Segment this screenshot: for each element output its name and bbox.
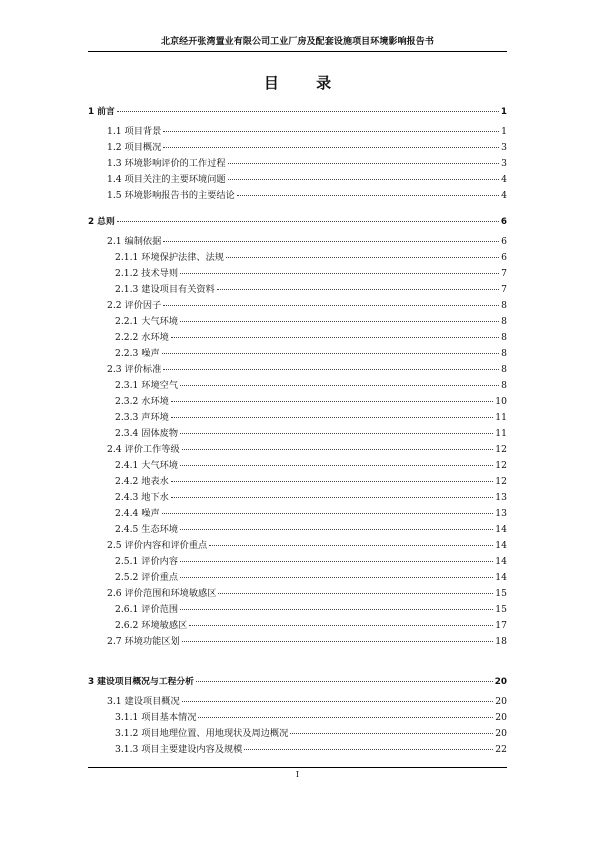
toc-entry-label: 2.2.3 噪声 [115, 348, 160, 359]
toc-entry-label: 3.1.2 项目地理位置、用地现状及周边概况 [115, 728, 289, 739]
toc-entry-page: 8 [501, 380, 507, 391]
toc-entry-label: 2.4.1 大气环境 [115, 460, 179, 471]
toc-leader-dots [162, 513, 494, 514]
toc-leader-dots [163, 305, 499, 306]
toc-leader-dots [171, 401, 493, 402]
toc-entry-label: 1.1 项目背景 [107, 126, 162, 137]
toc-leader-dots [163, 369, 499, 370]
toc-entry[interactable] [88, 216, 507, 228]
toc-entry[interactable] [88, 364, 507, 376]
toc-leader-dots [163, 241, 499, 242]
footer-rule [88, 767, 507, 768]
toc-entry-page: 13 [495, 492, 507, 503]
toc-entry-label: 3.1.3 项目主要建设内容及规模 [115, 744, 243, 755]
toc-entry-page: 14 [495, 540, 507, 551]
toc-entry-page: 8 [501, 300, 507, 311]
toc-entry-page: 6 [501, 252, 507, 263]
toc-entry-page: 4 [501, 174, 507, 185]
toc-entry-page: 3 [501, 158, 507, 169]
toc-entry-label: 2.4.4 噪声 [115, 508, 160, 519]
toc-entry-page: 12 [495, 476, 507, 487]
toc-leader-dots [189, 625, 493, 626]
toc-entry[interactable] [88, 492, 507, 504]
running-header: 北京经开张湾置业有限公司工业厂房及配套设施项目环境影响报告书 [160, 37, 434, 47]
toc-entry-label: 1.5 环境影响报告书的主要结论 [107, 190, 235, 201]
toc-entry[interactable] [88, 540, 507, 552]
toc-leader-dots [171, 481, 493, 482]
toc-entry-page: 7 [501, 268, 507, 279]
toc-entry-label: 2.1.2 技术导则 [115, 268, 179, 279]
toc-leader-dots [244, 749, 493, 750]
toc-entry-page: 22 [495, 744, 507, 755]
toc-leader-dots [226, 257, 499, 258]
toc-leader-dots [180, 433, 493, 434]
toc-entry[interactable] [88, 696, 507, 708]
toc-entry-page: 6 [500, 217, 507, 227]
toc-entry-page: 6 [501, 236, 507, 247]
toc-leader-dots [180, 385, 499, 386]
toc-entry-label: 2.2.1 大气环境 [115, 316, 179, 327]
toc-entry[interactable] [88, 620, 507, 632]
toc-entry-label: 2.6.1 评价范围 [115, 604, 179, 615]
toc-entry-label: 3.1.1 项目基本情况 [115, 712, 197, 723]
toc-entry-page: 8 [501, 348, 507, 359]
toc-entry-label: 2.4.3 地下水 [115, 492, 169, 503]
toc-entry[interactable] [88, 142, 507, 154]
toc-entry-label: 2 总则 [88, 217, 115, 227]
toc-entry-page: 17 [495, 620, 507, 631]
toc-entry-page: 13 [495, 508, 507, 519]
toc-leader-dots [182, 641, 494, 642]
toc-entry[interactable] [88, 412, 507, 424]
toc-leader-dots [290, 733, 493, 734]
toc-leader-dots [180, 577, 493, 578]
toc-entry-page: 11 [495, 428, 507, 439]
toc-entry-label: 2.6 评价范围和环境敏感区 [107, 588, 217, 599]
toc-entry[interactable] [88, 588, 507, 600]
toc-entry-page: 15 [495, 588, 507, 599]
toc-entry-label: 2.3.4 固体废物 [115, 428, 179, 439]
toc-entry-page: 11 [495, 412, 507, 423]
toc-leader-dots [171, 337, 499, 338]
toc-entry-label: 2.5.2 评价重点 [115, 572, 179, 583]
toc-leader-dots [171, 417, 493, 418]
toc-entry-label: 1.2 项目概况 [107, 142, 162, 153]
toc-entry[interactable] [88, 428, 507, 440]
toc-entry-label: 2.7 环境功能区划 [107, 636, 180, 647]
toc-entry[interactable] [88, 508, 507, 520]
toc-entry[interactable] [88, 106, 507, 118]
toc-entry-label: 2.4 评价工作等级 [107, 444, 180, 455]
toc-leader-dots [182, 701, 494, 702]
toc-entry[interactable] [88, 728, 507, 740]
page-number: I [295, 770, 300, 779]
toc-entry-label: 2.6.2 环境敏感区 [115, 620, 188, 631]
toc-entry[interactable] [88, 572, 507, 584]
toc-entry[interactable] [88, 676, 507, 688]
toc-entry-label: 2.3.1 环境空气 [115, 380, 179, 391]
toc-entry-label: 3.1 建设项目概况 [107, 696, 180, 707]
toc-leader-dots [180, 321, 499, 322]
toc-leader-dots [218, 593, 493, 594]
toc-entry-label: 2.3.3 声环境 [115, 412, 169, 423]
toc-leader-dots [228, 163, 500, 164]
toc-entry-page: 8 [501, 332, 507, 343]
toc-entry-page: 20 [494, 677, 507, 687]
toc-entry[interactable] [88, 190, 507, 202]
toc-entry-label: 2.1.3 建设项目有关资料 [115, 284, 215, 295]
toc-entry-page: 12 [495, 460, 507, 471]
toc-entry[interactable] [88, 316, 507, 328]
toc-entry-label: 1 前言 [88, 107, 115, 117]
toc-leader-dots [180, 529, 493, 530]
toc-entry[interactable] [88, 300, 507, 312]
toc-entry[interactable] [88, 744, 507, 756]
toc-leader-dots [196, 681, 493, 682]
toc-entry-page: 14 [495, 572, 507, 583]
toc-leader-dots [162, 353, 499, 354]
toc-entry[interactable] [88, 476, 507, 488]
toc-entry-label: 2.5.1 评价内容 [115, 556, 179, 567]
toc-entry[interactable] [88, 712, 507, 724]
toc-entry[interactable] [88, 396, 507, 408]
toc-leader-dots [163, 131, 499, 132]
toc-leader-dots [228, 179, 500, 180]
toc-entry[interactable] [88, 348, 507, 360]
toc-entry-label: 2.4.2 地表水 [115, 476, 169, 487]
toc-entry-label: 1.3 环境影响评价的工作过程 [107, 158, 226, 169]
toc-entry[interactable] [88, 174, 507, 186]
toc-entry-page: 7 [501, 284, 507, 295]
toc-entry[interactable] [88, 126, 507, 138]
toc-leader-dots [163, 147, 499, 148]
toc-entry-label: 2.5 评价内容和评价重点 [107, 540, 208, 551]
toc-entry-label: 2.3 评价标准 [107, 364, 162, 375]
toc-leader-dots [171, 497, 493, 498]
toc-leader-dots [237, 195, 499, 196]
toc-entry[interactable] [88, 158, 507, 170]
toc-entry[interactable] [88, 284, 507, 296]
toc-entry-page: 4 [501, 190, 507, 201]
toc-leader-dots [180, 465, 493, 466]
header-rule [88, 51, 507, 52]
toc-entry-page: 20 [495, 696, 507, 707]
toc-entry-page: 14 [495, 556, 507, 567]
toc-entry-page: 20 [495, 728, 507, 739]
toc-entry[interactable] [88, 236, 507, 248]
toc-leader-dots [182, 449, 494, 450]
toc-entry-label: 2.2 评价因子 [107, 300, 162, 311]
toc-entry-page: 1 [501, 126, 507, 137]
toc-entry[interactable] [88, 556, 507, 568]
toc-leader-dots [180, 561, 493, 562]
toc-entry-page: 8 [501, 316, 507, 327]
toc-entry-page: 1 [500, 107, 507, 117]
toc-entry-page: 15 [495, 604, 507, 615]
toc-entry-page: 8 [501, 364, 507, 375]
toc-entry[interactable] [88, 252, 507, 264]
toc-leader-dots [117, 221, 499, 222]
toc-entry[interactable] [88, 380, 507, 392]
toc-entry-label: 3 建设项目概况与工程分析 [88, 677, 194, 687]
toc-entry-page: 3 [501, 142, 507, 153]
toc-leader-dots [217, 289, 499, 290]
toc-entry-label: 2.2.2 水环境 [115, 332, 169, 343]
toc-entry-page: 18 [495, 636, 507, 647]
toc-leader-dots [180, 273, 499, 274]
toc-entry[interactable] [88, 460, 507, 472]
toc-entry-page: 20 [495, 712, 507, 723]
toc-entry-page: 12 [495, 444, 507, 455]
toc-leader-dots [117, 111, 499, 112]
toc-entry[interactable] [88, 268, 507, 280]
toc-entry-page: 10 [495, 396, 507, 407]
toc-leader-dots [180, 609, 493, 610]
toc-leader-dots [198, 717, 493, 718]
toc-entry-label: 2.4.5 生态环境 [115, 524, 179, 535]
toc-entry-label: 2.1 编制依据 [107, 236, 162, 247]
toc-entry-label: 1.4 项目关注的主要环境问题 [107, 174, 226, 185]
toc-entry-page: 14 [495, 524, 507, 535]
toc-entry-label: 2.1.1 环境保护法律、法规 [115, 252, 224, 263]
toc-entry-label: 2.3.2 水环境 [115, 396, 169, 407]
toc-entry[interactable] [88, 524, 507, 536]
toc-entry[interactable] [88, 332, 507, 344]
toc-title: 目 录 [263, 74, 348, 92]
toc-entry[interactable] [88, 636, 507, 648]
toc-entry[interactable] [88, 444, 507, 456]
toc-leader-dots [209, 545, 493, 546]
toc-entry[interactable] [88, 604, 507, 616]
